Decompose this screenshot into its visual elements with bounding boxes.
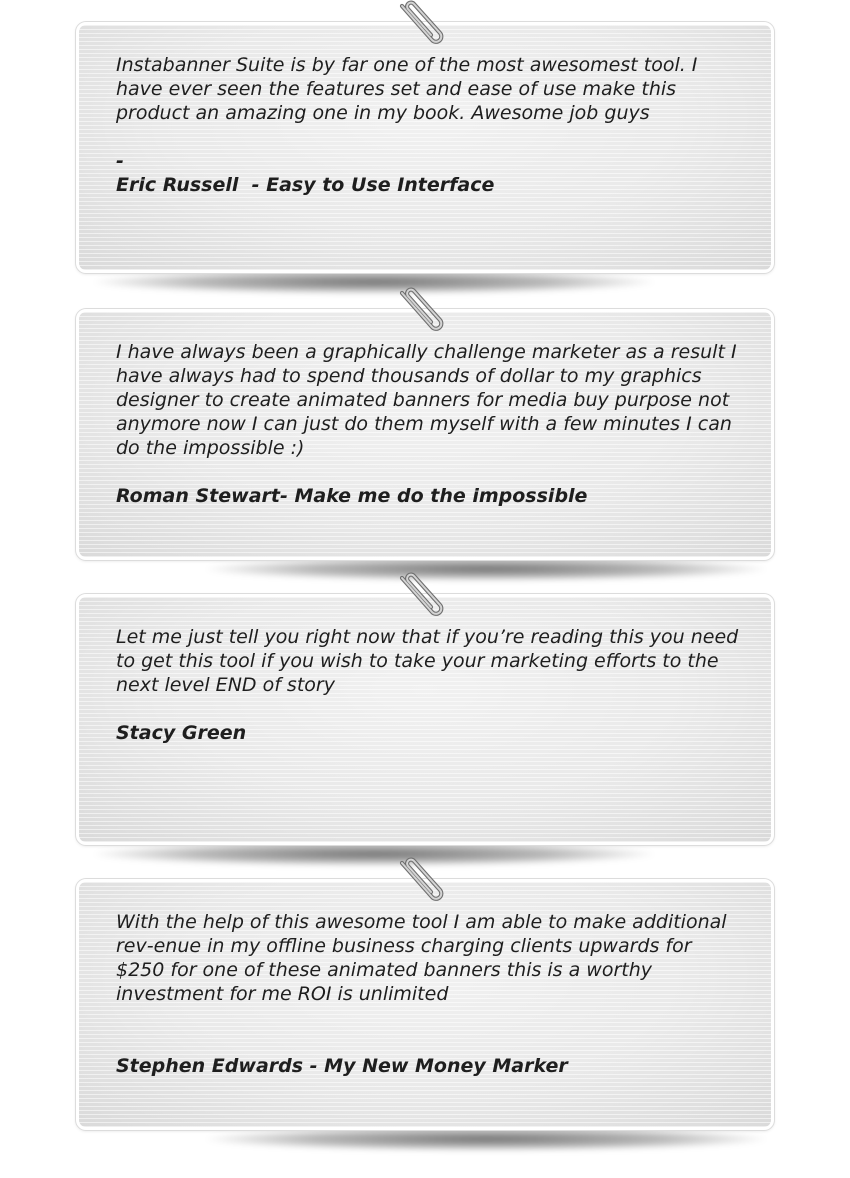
testimonial-card-3 xyxy=(76,594,774,845)
testimonial-quote: I have always been a graphically challenge marketer as a result I have always had to spend thousands of dollar to my graphics designer to create animated banners for media buy purpose not anymore now I can just do them myself with a few minutes I can do the impossible :) xyxy=(116,341,743,459)
paperclip-icon xyxy=(392,572,448,620)
testimonial-paper xyxy=(76,879,774,1130)
testimonial-paper xyxy=(76,22,774,273)
testimonial-author: Eric Russell - Easy to Use Interface xyxy=(116,174,495,196)
card-shadow xyxy=(206,1127,766,1151)
testimonial-paper xyxy=(76,594,774,845)
testimonial-author: Stephen Edwards - My New Money Marker xyxy=(116,1055,568,1077)
testimonial-card-1 xyxy=(76,22,774,273)
testimonial-card-4 xyxy=(76,879,774,1130)
testimonial-quote: Let me just tell you right now that if you’re reading this you need to get this tool if you wish to take your marketing efforts to the next level END of story xyxy=(116,626,745,696)
paperclip-icon xyxy=(392,287,448,335)
testimonial-paper xyxy=(76,309,774,560)
testimonial-author: Roman Stewart- Make me do the impossible xyxy=(116,485,588,507)
paperclip-icon xyxy=(392,857,448,905)
card-shadow xyxy=(94,270,654,294)
card-shadow xyxy=(206,557,766,581)
paperclip-icon xyxy=(392,0,448,48)
testimonial-separator: - xyxy=(116,150,124,172)
testimonial-quote: Instabanner Suite is by far one of the most awesomest tool. I have ever seen the features set and ease of use make this product an amazing one in my book. Awesome job guys xyxy=(116,54,704,124)
card-shadow xyxy=(94,842,654,866)
testimonial-author: Stacy Green xyxy=(116,722,247,744)
testimonial-quote: With the help of this awesome tool I am able to make additional rev-enue in my offline business charging clients upwards for $250 for one of these animated banners this is a worthy investment for me ROI is unlimited xyxy=(116,911,733,1005)
testimonial-card-2 xyxy=(76,309,774,560)
